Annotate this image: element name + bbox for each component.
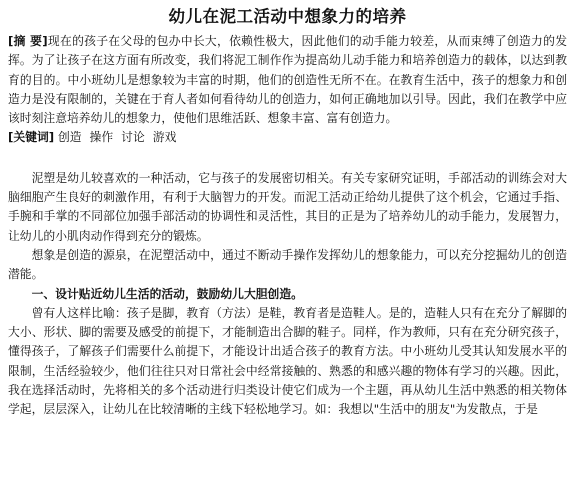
keywords-label: [关键词]	[8, 130, 55, 145]
section-heading-1: 一、设计贴近幼儿生活的活动，鼓励幼儿大胆创造。	[31, 286, 303, 301]
abstract	[8, 32, 567, 128]
abstract-text: 现在的孩子在父母的包办中长大，依赖性极大，因此他们的动手能力较差，从而束缚了创造力的发挥。为了让孩子在这方面有所改变，我们将泥工制作作为提高幼儿动手能力和培养创造力的载体，以达到教育的目的。中小班幼儿是想象较为丰富的时期，他们的创造性无所不在。在教育生活中，孩子的想象力和创造力是没有限制的，关键在于育人者如何看待幼儿的创造力，如何正确地加以引导。因此，我们在教学中应该时刻注意培养幼儿的想象力，使他们思维活跃、想象丰富、富有创造力。	[8, 34, 568, 126]
keyword-item: 创造	[57, 130, 82, 145]
keywords	[8, 128, 567, 147]
keyword-item: 操作	[89, 130, 114, 145]
body-paragraph-3: 曾有人这样比喻：孩子是脚，教育（方法）是鞋，教育者是造鞋人。是的，造鞋人只有在充分了解脚的大小、形状、脚的需要及感受的前提下，才能制造出合脚的鞋子。同样，作为教师，只有在充分研究孩子，懂得孩子，了解孩子们需要什么前提下，才能设计出适合孩子的教育方法。中小班幼儿受其认知发展水平的限制，生活经验较少，他们往往只对日常社会中经常接触的、熟悉的和感兴趣的物体有学习的兴趣。因此，我在选择活动时，先将相关的多个活动进行归类设计使它们成为一个主题，再从幼儿生活中熟悉的相关物体学起，层层深入，让幼儿在比较清晰的主线下轻松地学习。如：我想以"生活中的朋友"为发散点，于是	[8, 305, 567, 417]
paper-title: 幼儿在泥工活动中想象力的培养	[168, 7, 407, 26]
keyword-item: 讨论	[121, 130, 145, 145]
section-gap	[8, 148, 567, 169]
body-paragraph-2: 想象是创造的源泉，在泥塑活动中，通过不断动手操作发挥幼儿的想象能力，可以充分挖掘幼儿的创造潜能。	[8, 247, 567, 282]
abstract-label: [摘 要]	[8, 34, 48, 48]
body-paragraph-1: 泥塑是幼儿较喜欢的一种活动，它与孩子的发展密切相关。有关专家研究证明，手部活动的训练会对大脑细胞产生良好的刺激作用，有利于大脑智力的开发。而泥工活动正给幼儿提供了这个机会，它通过手指、手腕和手掌的不同部位加强手部活动的协调性和灵活性，其目的正是为了培养幼儿的动手能力，发展智力，让幼儿的小肌肉动作得到充分的锻炼。	[8, 170, 567, 243]
keyword-item: 游戏	[152, 130, 177, 145]
